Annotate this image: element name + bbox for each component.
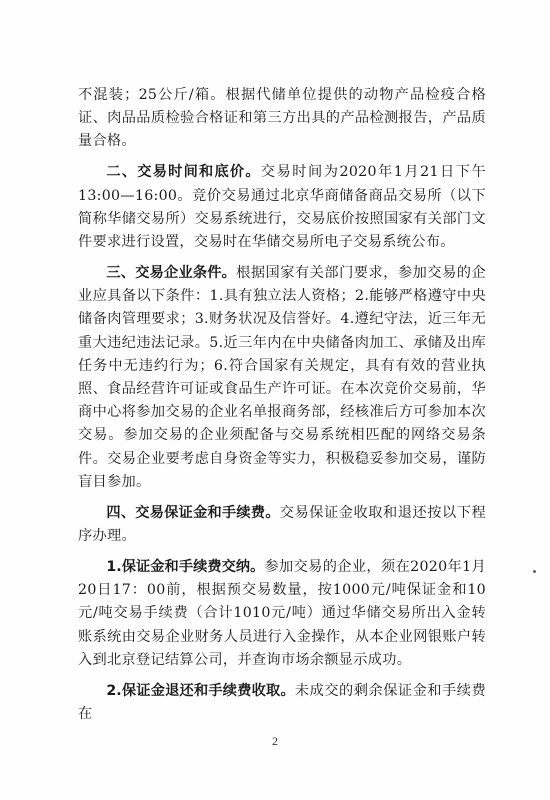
page-number: 2: [272, 734, 278, 748]
document-body: [78, 84, 486, 734]
section-heading-trading-time: 二、交易时间和底价。: [106, 164, 261, 181]
paragraph-text: 参加交易的企业，须在2020年1月20日17：00前，根据预交易数量，按1000元/吨保证金和10元/吨交易手续费（合计1010元/吨）通过华储交易所出入金转账系统由交易企业财务人员进行入金操作，从本企业网银账户转入到北京登记结算公司，并查询市场余额显示成功。: [78, 559, 486, 668]
subheading-deposit-payment: 1.保证金和手续费交纳。: [106, 559, 265, 576]
paragraph-product-quality: [78, 84, 486, 154]
subheading-deposit-refund: 2.保证金退还和手续费收取。: [106, 682, 295, 699]
paragraph-text: 交易保证金收取和退还按以下程序办理。: [78, 504, 486, 545]
paragraph-text: 交易时间为2020年1月21日下午13:00—16:00。竞价交易通过北京华商储备商品交易所（以下简称华储交易所）交易系统进行，交易底价按照国家有关部门文件要求进行设置，交易时在华储交易所电子交易系统公布。: [78, 164, 486, 251]
scan-speck: [533, 570, 536, 573]
paragraph-deposit-fees: [78, 502, 486, 548]
paragraph-enterprise-conditions: [78, 262, 486, 494]
paragraph-deposit-payment: [78, 556, 486, 672]
paragraph-text: 不混装；25公斤/箱。根据代储单位提供的动物产品检疫合格证、肉品品质检验合格证和第三方出具的产品检测报告，产品质量合格。: [78, 87, 486, 150]
paragraph-deposit-refund: [78, 680, 486, 726]
paragraph-trading-time: [78, 161, 486, 254]
section-heading-deposit-fees: 四、交易保证金和手续费。: [106, 504, 280, 521]
section-heading-enterprise-conditions: 三、交易企业条件。: [106, 265, 237, 282]
paragraph-text: 未成交的剩余保证金和手续费在: [78, 682, 487, 723]
paragraph-text: 根据国家有关部门要求，参加交易的企业应具备以下条件：1.具有独立法人资格；2.能够严格遵守中央储备肉管理要求；3.财务状况及信誉好。4.遵纪守法，近三年无重大违纪违法记录。5.近三年内在中央储备肉加工、承储及出库任务中无违约行为；6.符合国家有关规定，具有有效的营业执照、食品经营许可证或食品生产许可证。在本次竞价交易前，华商中心将参加交易的企业名单报商务部，经核准后方可参加本次交易。参加交易的企业须配备与交易系统相匹配的网络交易条件。交易企业要考虑自身资金等实力，积极稳妥参加交易，谨防盲目参加。: [78, 265, 486, 490]
